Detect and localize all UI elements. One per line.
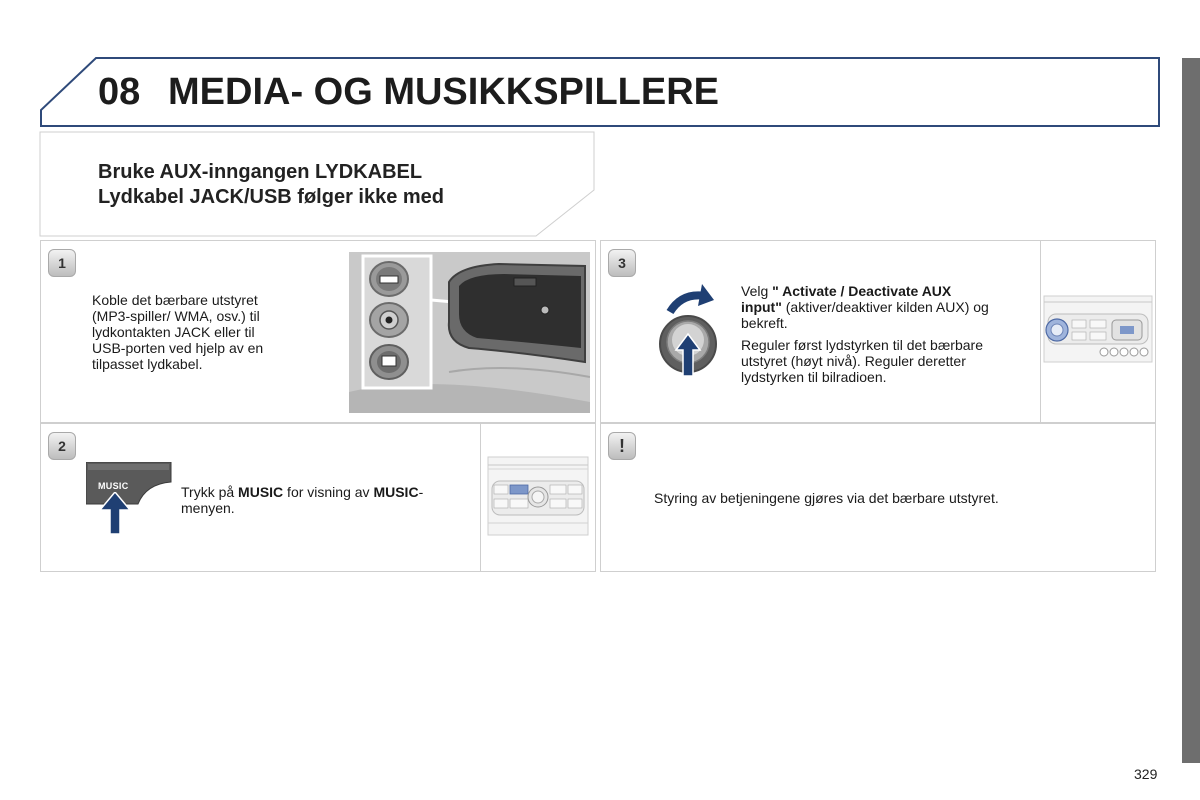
chapter-side-tab bbox=[1182, 58, 1200, 763]
step-1-text: Koble det bærbare utstyret (MP3-spiller/ WMA, osv.) til lydkontakten JACK eller til USB-porten ved hjelp av en tilpasset lydkabel. bbox=[92, 292, 264, 372]
section-heading-line2: Lydkabel JACK/USB følger ikke med bbox=[98, 186, 445, 208]
step-3-text: Velg " Activate / Deactivate AUX input" (aktiver/deaktiver kilden AUX) og bekreft. Reguler først lydstyrken til det bærbare utstyret (høyt nivå). Reguler deretter lydstyrken til bilradioen. bbox=[741, 283, 989, 385]
section-heading-line1: Bruke AUX-inngangen LYDKABEL bbox=[98, 161, 423, 183]
chapter-title: MEDIA- OG MUSIKKSPILLERE bbox=[168, 71, 720, 113]
step-3-image-divider bbox=[1040, 241, 1041, 422]
radio-panel-knob-illustration bbox=[1042, 294, 1154, 364]
rotary-knob-icon bbox=[652, 282, 724, 382]
warning-badge: ! bbox=[608, 432, 636, 460]
rotate-arrow-icon bbox=[668, 282, 669, 283]
section-heading bbox=[98, 160, 444, 210]
step-2-badge: 2 bbox=[48, 432, 76, 460]
music-button-label: MUSIC bbox=[98, 481, 129, 491]
music-keyword: MUSIC bbox=[238, 484, 284, 500]
aux-jack-usb-illustration bbox=[349, 252, 590, 413]
radio-panel-music-illustration bbox=[486, 455, 590, 537]
warning-text: Styring av betjeningene gjøres via det bærbare utstyret. bbox=[654, 490, 999, 506]
activate-aux-option: " Activate / Deactivate AUX bbox=[772, 283, 952, 299]
page-number: 329 bbox=[1134, 766, 1158, 782]
step-2-image-divider bbox=[480, 424, 481, 571]
step-1-badge: 1 bbox=[48, 249, 76, 277]
press-arrow-icon bbox=[99, 492, 131, 534]
step-2-text: Trykk på MUSIC for visning av MUSIC- menyen. bbox=[181, 484, 424, 516]
music-keyword-2: MUSIC bbox=[373, 484, 419, 500]
chapter-number: 08 bbox=[98, 71, 141, 113]
step-3-badge: 3 bbox=[608, 249, 636, 277]
